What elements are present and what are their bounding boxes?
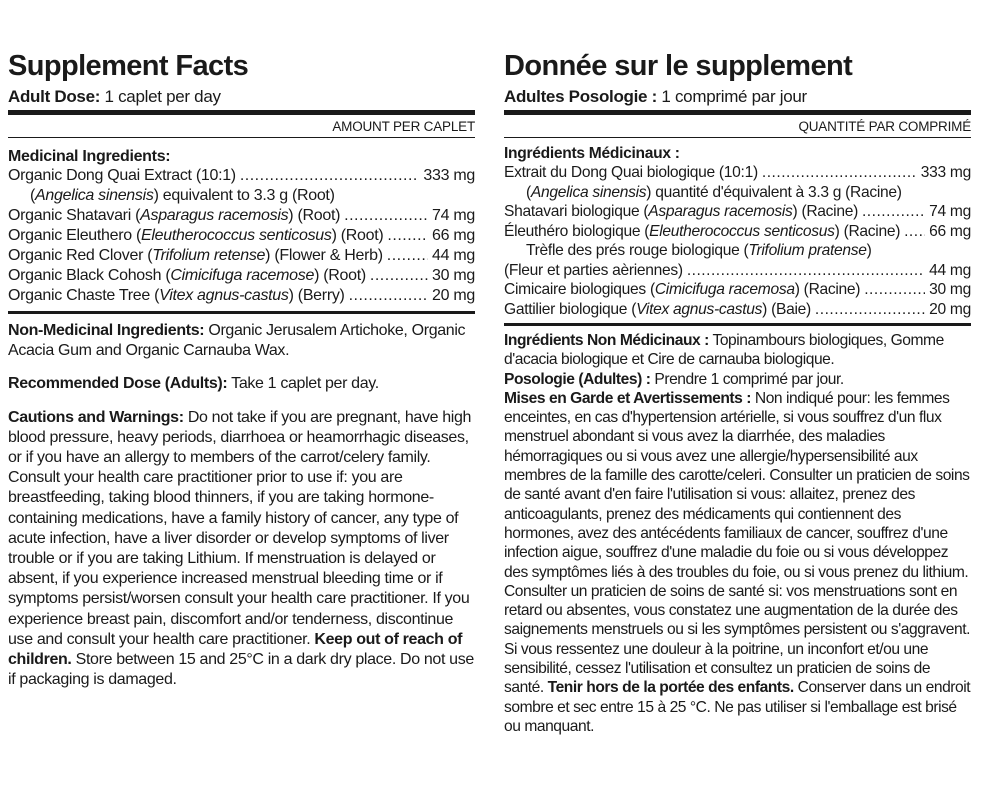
non-medicinal-text: [504, 331, 971, 370]
amount-header: QUANTITÉ PAR COMPRIMÉ: [798, 119, 971, 134]
medicinal-heading: Ingrédients Médicinaux :: [504, 145, 680, 162]
ingredient-list: [8, 166, 475, 306]
ingredient-name: (Fleur et parties aèriennes): [504, 261, 683, 279]
cautions-label: Cautions and Warnings:: [8, 408, 184, 426]
posology: [504, 370, 971, 389]
posology-label: Posologie (Adultes) :: [504, 370, 651, 388]
thin-divider: [8, 137, 475, 138]
ingredient-name: Organic Shatavari (Asparagus racemosis) (Root): [8, 207, 341, 224]
ingredient-amount: 333 mg: [423, 167, 475, 184]
non-medicinal-label: Ingrédients Non Médicinaux :: [504, 332, 709, 349]
ingredient-row: [8, 286, 475, 306]
storage-text: Store between 15 and 25°C in a dark dry place. Do not use if packaging is damaged.: [8, 651, 474, 689]
non-medicinal-value: Topinambours biologiques, Gomme d'acacia biologique et Cire de carnauba biologique.: [504, 332, 944, 369]
dot-leader: [904, 222, 925, 242]
amount-header: AMOUNT PER CAPLET: [332, 119, 475, 134]
recommended-dose: [8, 374, 475, 394]
ingredient-name: Organic Black Cohosh (Cimicifuga racemose) (Root): [8, 267, 366, 284]
ingredient-row: [8, 246, 475, 266]
panel-title: Donnée sur le supplement: [504, 50, 853, 82]
ingredient-subline: Trèfle des prés rouge biologique (Trifolium pratense): [526, 242, 872, 259]
cautions-text: Do not take if you are pregnant, have high blood pressure, heavy periods, diarrhoea or heamorrhagic diseases, or if you have an allergy to members of the carrot/celery family. Consult your health care practitioner prior to use if: you are breastfeeding, taking blood thinners, if you are taking hormone-containing medications, have a family history of cancer, any type of acute infection, have a liver disorder or develop symptoms of liver trouble or if you are taking Lithium. If menstruation is delayed or absent, if you experience increased menstrual bleeding time or if symptoms persist/worsen consult your health care practitioner. If you experience breast pain, discomfort and/or tenderness, discontinue use and consult your health care practitioner.: [8, 408, 472, 648]
dose-value: 1 comprimé par jour: [656, 87, 807, 106]
thin-divider: [504, 137, 971, 138]
ingredient-name: Organic Chaste Tree (Vitex agnus-castus) (Berry): [8, 287, 345, 304]
non-medicinal-section: [8, 321, 475, 361]
dose-label: Adultes Posologie :: [504, 87, 657, 106]
ingredients-section: [504, 145, 971, 319]
cautions-text: Non indiqué pour: les femmes enceintes, en cas d'hypertension artérielle, si vous souffrez d'un flux menstruel abondant si vous avez la diarrhée, des maladies hémorragiques ou si vous avez une allergie/hypersensibilité aux membres de la famille des carotte/celeri. Consulter un praticien de soins de santé avant d'en faire l'utilisation si vous: allaitez, prenez des anticoagulants, prenez des médicaments qui contiennent des hormones, avez des antécédents familiaux de cancer, souffrez d'une infection aigue, souffrez d'une maladie du foie ou si vous développez des symptômes liés à des troubles du foie, ou si vous prenez du lithium. Consulter un praticien de soins de santé si: vos menstruations sont en retard ou absentes, vous constatez une augmentation de la durée des saignements menstruels ou si les symptômes persistent ou s'aggravent. Si vous ressentez une douleur à la poitrine, un inconfort et/ou une sensibilité, cessez l'utilisation et consultez un praticien de soins de santé.: [504, 389, 970, 697]
dot-leader: [687, 261, 925, 281]
ingredient-amount: 66 mg: [929, 222, 971, 240]
ingredient-name: Cimicaire biologiques (Cimicifuga racemosa) (Racine): [504, 281, 861, 298]
dot-leader: [240, 166, 420, 186]
ingredient-row: [504, 261, 971, 281]
ingredient-amount: 20 mg: [929, 300, 971, 318]
panel-title: Supplement Facts: [8, 50, 249, 82]
dot-leader: [387, 246, 428, 266]
non-medicinal-text: [8, 321, 475, 361]
non-medicinal-label: Non-Medicinal Ingredients:: [8, 322, 205, 339]
adult-dose-line: [504, 87, 971, 107]
ingredient-name: Extrait du Dong Quai biologique (10:1): [504, 164, 758, 181]
ingredient-row: [504, 202, 971, 222]
fr-body: [504, 331, 971, 736]
dose-value: 1 caplet per day: [100, 87, 221, 106]
medicinal-heading: Medicinal Ingredients:: [8, 148, 171, 165]
dot-leader: [387, 226, 428, 246]
posology-value: Prendre 1 comprimé par jour.: [650, 370, 844, 388]
dot-leader: [370, 266, 428, 286]
keep-out-warning: Keep out of reach of children.: [8, 630, 463, 669]
section-divider: [504, 323, 971, 326]
ingredient-subline: (Angelica sinensis) quantité d'équivalent à 3.3 g (Racine): [526, 183, 902, 201]
ingredient-name: Organic Eleuthero (Eleutherococcus senticosus) (Root): [8, 227, 384, 244]
storage-text: Conserver dans un endroit sombre et sec entre 15 à 25 °C. Ne pas utiliser si l'emballage est brisé ou manquant.: [504, 679, 971, 735]
recommended-dose-label: Recommended Dose (Adults):: [8, 375, 228, 393]
ingredient-row: [8, 206, 475, 226]
dot-leader: [815, 300, 925, 320]
cautions-warnings: [504, 389, 971, 736]
supplement-facts-panel-fr: [504, 0, 971, 736]
ingredient-list: [504, 163, 971, 319]
recommended-dose-value: Take 1 caplet per day.: [227, 375, 379, 393]
ingredient-amount: 20 mg: [432, 287, 475, 304]
ingredients-section: [8, 148, 475, 306]
ingredient-amount: 30 mg: [929, 281, 971, 298]
ingredient-name: Éleuthéro biologique (Eleutherococcus senticosus) (Racine): [504, 222, 901, 240]
ingredient-amount: 74 mg: [929, 203, 971, 220]
ingredient-row: [504, 300, 971, 320]
thick-divider: [8, 110, 475, 115]
ingredient-amount: 74 mg: [432, 207, 475, 224]
cautions-warnings: [8, 408, 475, 691]
dot-leader: [344, 206, 428, 226]
thick-divider: [504, 110, 971, 115]
ingredient-name: Shatavari biologique (Asparagus racemosis) (Racine): [504, 203, 858, 220]
ingredient-amount: 66 mg: [432, 227, 475, 244]
cautions-label: Mises en Garde et Avertissements :: [504, 389, 752, 407]
ingredient-name: Gattilier biologique (Vitex agnus-castus) (Baie): [504, 300, 811, 318]
dot-leader: [864, 280, 925, 300]
dot-leader: [762, 163, 917, 183]
ingredient-amount: 333 mg: [920, 164, 971, 181]
keep-out-warning: Tenir hors de la portée des enfants.: [547, 679, 794, 697]
ingredient-row: [504, 280, 971, 300]
ingredient-name: Organic Red Clover (Trifolium retense) (Flower & Herb): [8, 247, 383, 264]
ingredient-row: [8, 266, 475, 286]
ingredient-name: Organic Dong Quai Extract (10:1): [8, 167, 236, 184]
dot-leader: [862, 202, 925, 222]
ingredient-row: [8, 226, 475, 246]
ingredient-row: [8, 166, 475, 186]
ingredient-amount: 44 mg: [929, 261, 971, 279]
ingredient-amount: 44 mg: [432, 247, 475, 264]
ingredient-amount: 30 mg: [432, 267, 475, 284]
ingredient-row: [504, 163, 971, 183]
adult-dose-line: [8, 87, 475, 107]
supplement-facts-panel-en: [8, 0, 475, 690]
dose-label: Adult Dose:: [8, 87, 101, 106]
non-medicinal-value: Organic Jerusalem Artichoke, Organic Acacia Gum and Organic Carnauba Wax.: [8, 322, 466, 360]
ingredient-subline: (Angelica sinensis) equivalent to 3.3 g (Root): [30, 187, 335, 204]
dot-leader: [349, 286, 428, 306]
ingredient-row: [504, 222, 971, 242]
section-divider: [8, 311, 475, 314]
